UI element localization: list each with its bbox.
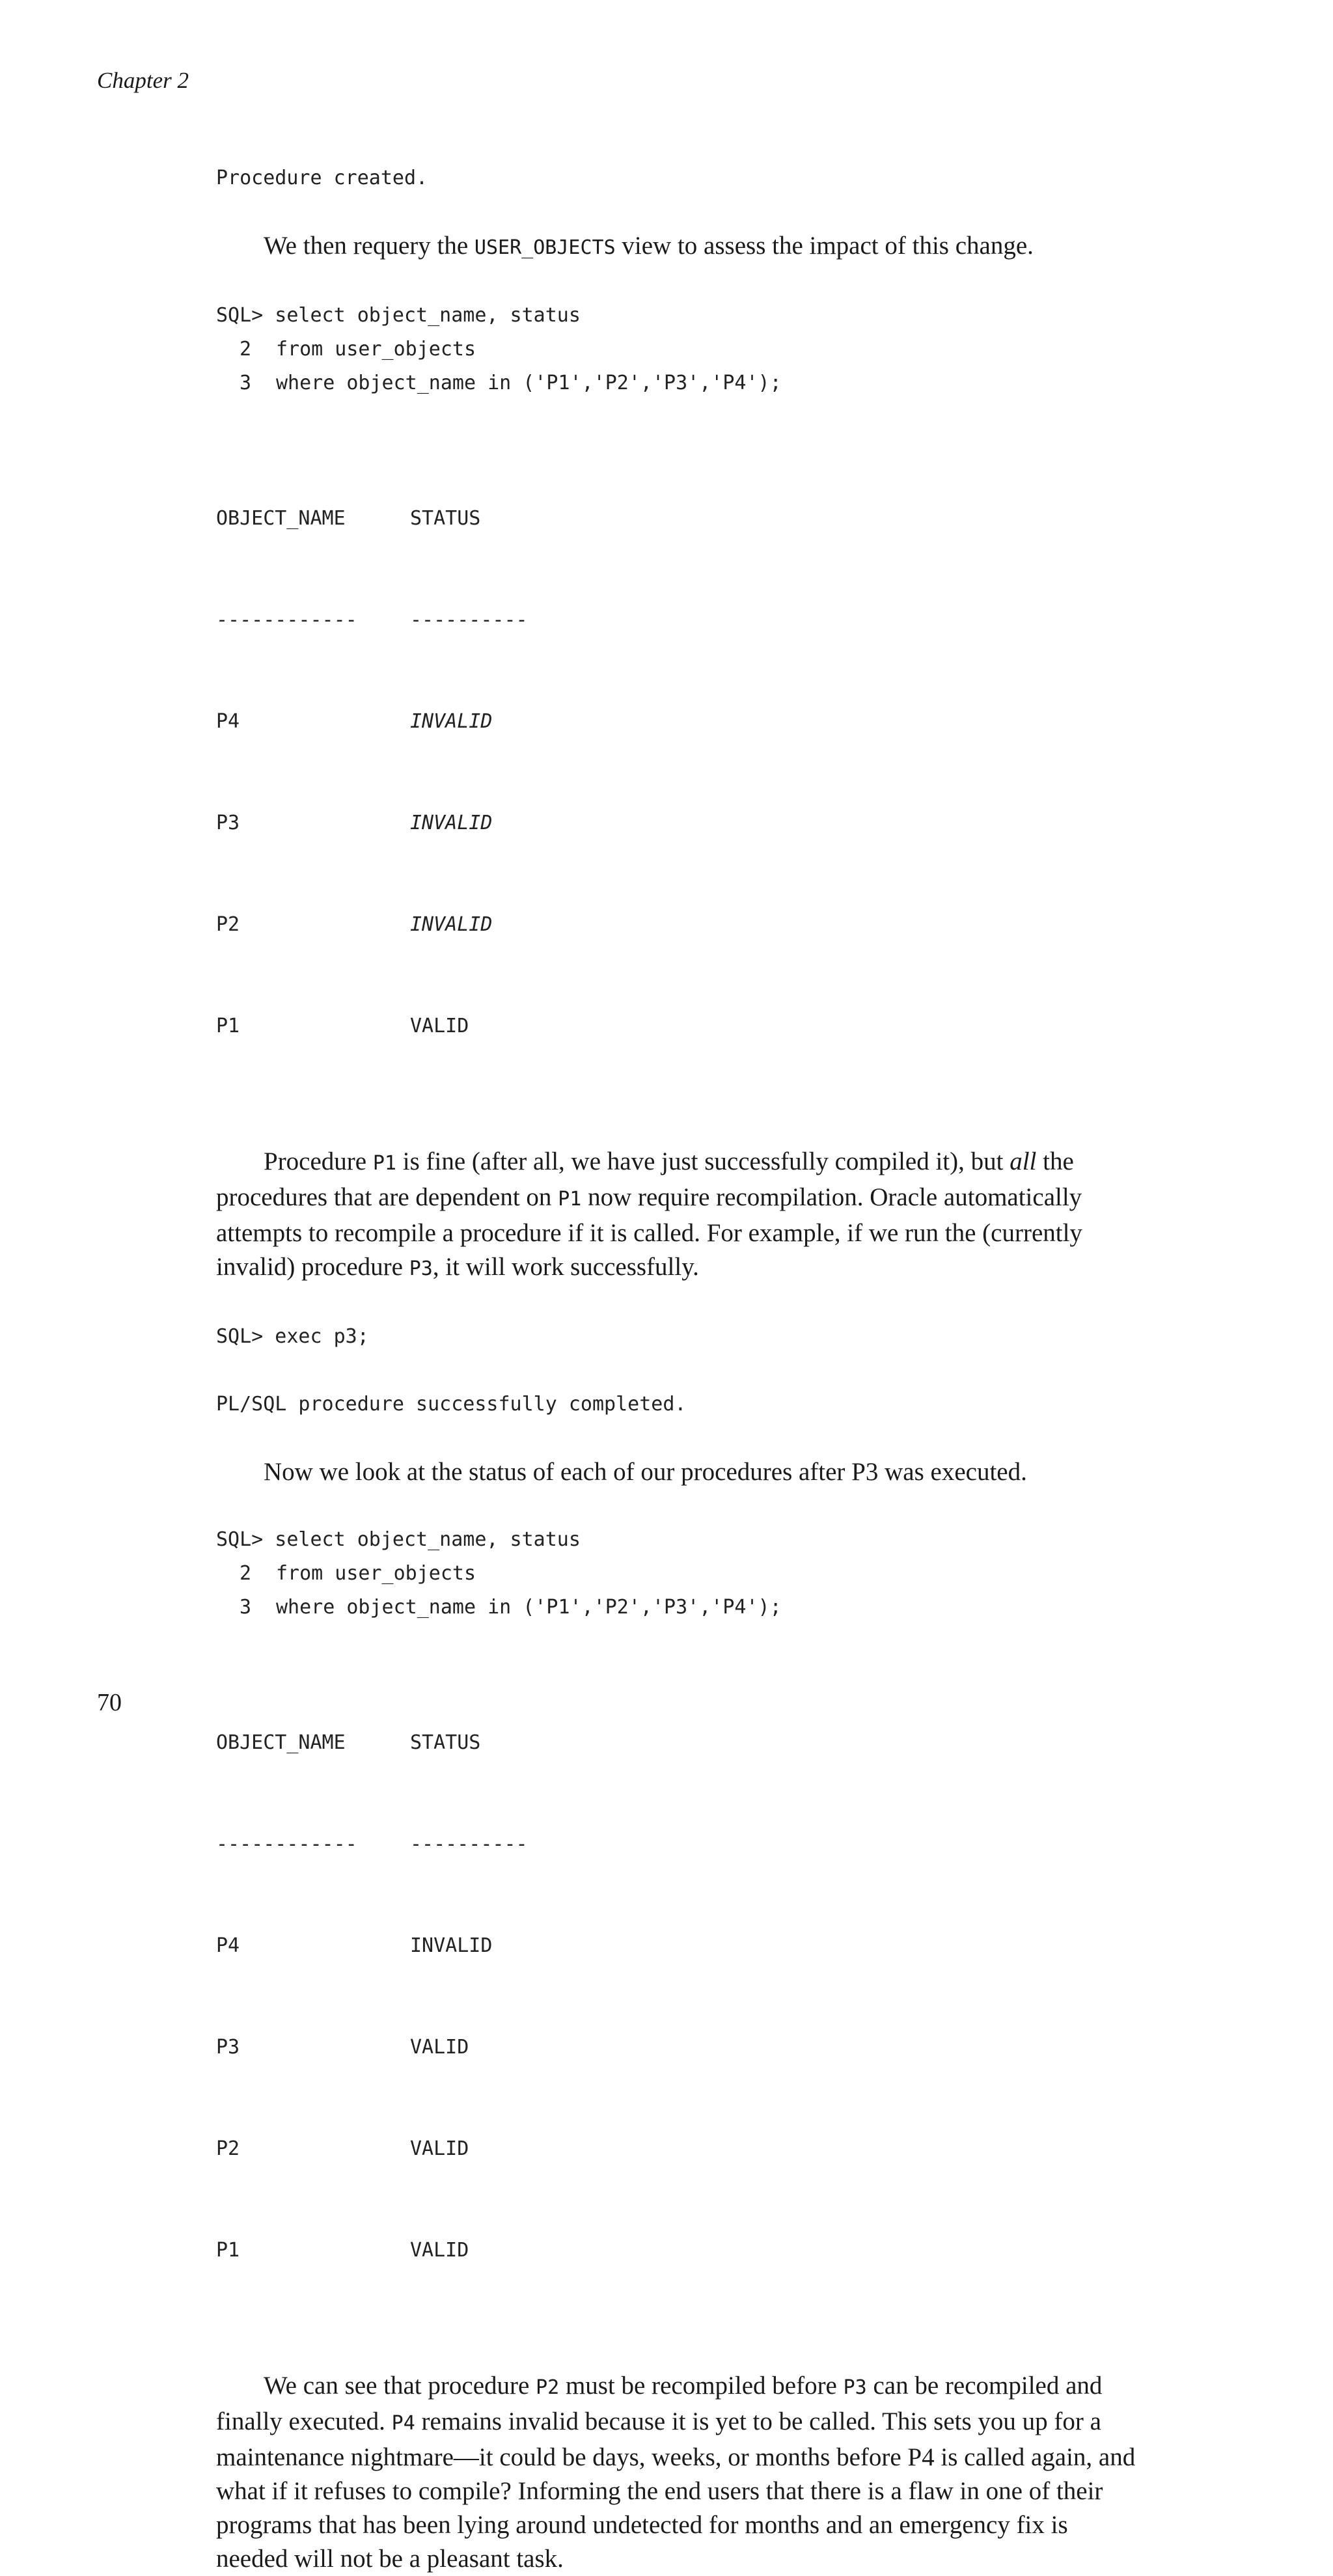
table-row: P2 INVALID [216,913,493,936]
code-output-procedure-created: Procedure created. [216,167,428,189]
table-separator: ------------ ---------- [216,609,528,631]
result-table-2 [216,1658,1140,2335]
table-separator: ------------ ---------- [216,1833,528,1856]
code-query-1: SQL> select object_name, status 2 from user_objects 3 where object_name in ('P1','P2','P3','P4'); [216,304,782,394]
page-number: 70 [97,1689,122,1716]
result-table-1 [216,434,1140,1111]
table-row: P4 INVALID [216,1934,493,1957]
code-query-2: SQL> select object_name, status 2 from user_objects 3 where object_name in ('P1','P2','P3','P4'); [216,1528,782,1619]
running-head: Chapter 2 [97,68,189,93]
paragraph-requery: We then requery the USER_OBJECTS view to assess the impact of this change. [264,232,1034,260]
paragraph-recompilation: Procedure P1 is fine (after all, we have just successfully compiled it), but all the procedures that are dependent on P1 now require recompilation. Oracle automatically attempts to recompile a procedure if it is called. For example, if we run the (currently invalid) procedure P3, it will work successfully. [216,1147,1082,1281]
table-row: P4 INVALID [216,710,493,733]
code-exec-p3: SQL> exec p3; [216,1325,369,1348]
paragraph-status-after: Now we look at the status of each of our procedures after P3 was executed. [264,1458,1027,1486]
table-row: P2 VALID [216,2137,469,2160]
table-header: OBJECT_NAME STATUS [216,507,481,530]
code-output-plsql-completed: PL/SQL procedure successfully completed. [216,1393,687,1416]
table-row: P1 VALID [216,2239,469,2262]
table-row: P3 INVALID [216,812,493,834]
table-row: P3 VALID [216,2036,469,2059]
table-header: OBJECT_NAME STATUS [216,1731,481,1754]
table-row: P1 VALID [216,1015,469,1037]
paragraph-maintenance-nightmare: We can see that procedure P2 must be recompiled before P3 can be recompiled and finally executed. P4 remains invalid because it is yet to be called. This sets you up for a maintenance nightmare—it could be days, weeks, or months before P4 is called again, and what if it refuses to compile? Informing the end users that there is a flaw in one of their programs that has been lying around undetected for months and an emergency fix is needed will not be a pleasant task. [216,2372,1136,2573]
page-content [216,161,1140,2576]
